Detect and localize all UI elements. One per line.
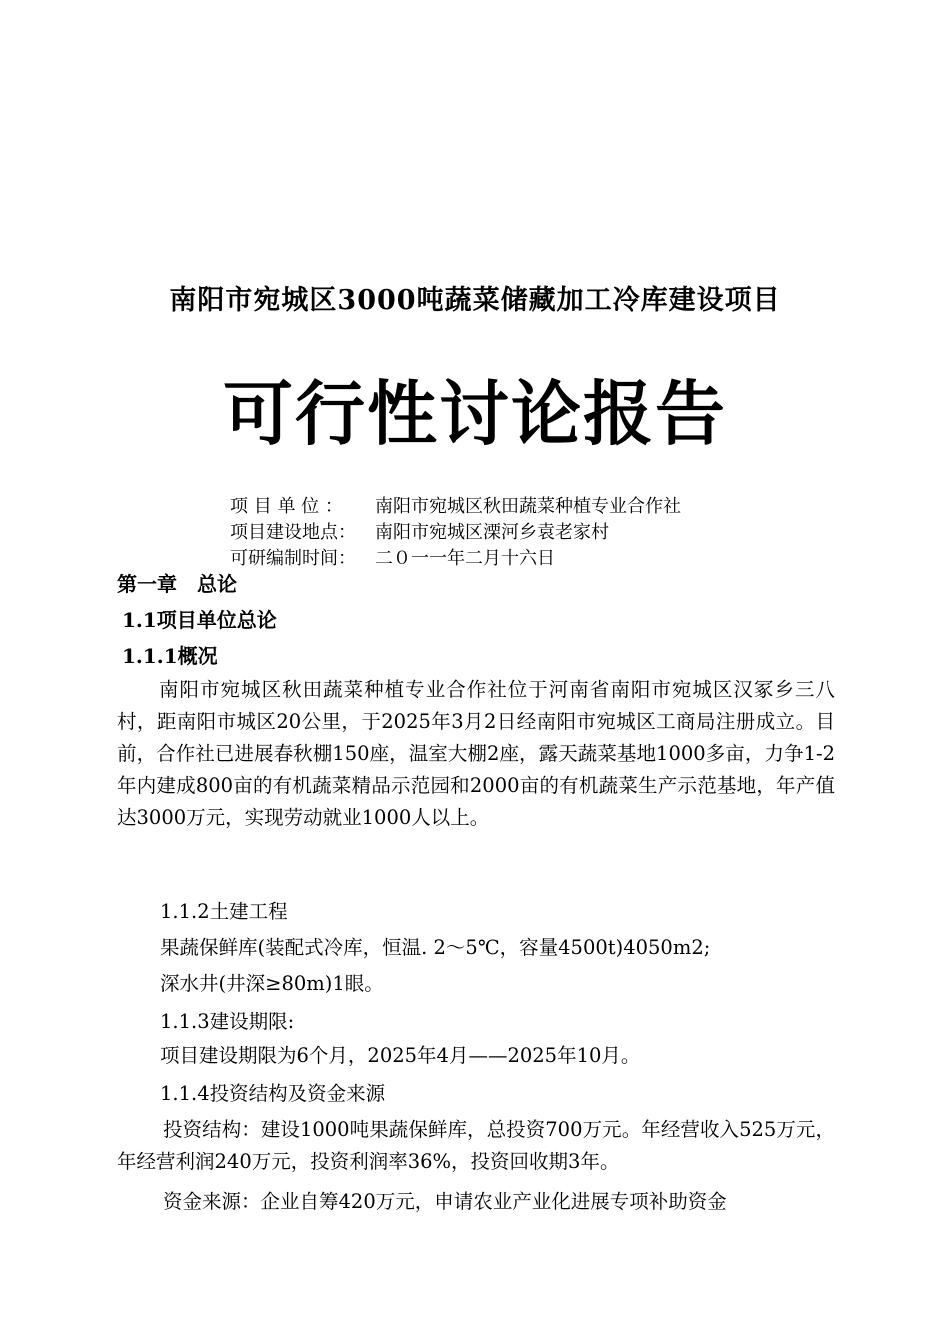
report-title: 可行性讨论报告: [223, 373, 727, 455]
chapter-heading: 第一章 总论: [117, 572, 237, 596]
meta-value: 二０一一年二月十六日: [375, 548, 555, 569]
meta-label: 项 目 单 位 ：: [230, 496, 343, 517]
meta-value: 南阳市宛城区秋田蔬菜种植专业合作社: [375, 496, 681, 517]
period-text: 项目建设期限为6个月，2025年4月——2025年10月。: [160, 1044, 641, 1067]
meta-label: 项目建设地点：: [230, 522, 356, 543]
investment-structure-paragraph: 投资结构：建设1000吨果蔬保鲜库，总投资700万元。年经营收入525万元，年经营利润240万元，投资利润率36%，投资回收期3年。: [117, 1118, 835, 1173]
subsection-heading: 1.1.1概况: [122, 644, 218, 668]
project-meta: [230, 494, 681, 572]
project-subtitle: 南阳市宛城区3000吨蔬菜储藏加工冷库建设项目: [169, 285, 781, 316]
overview-paragraph: 南阳市宛城区秋田蔬菜种植专业合作社位于河南省南阳市宛城区汉冢乡三八村，距南阳市城区20公里，于2025年3月2日经南阳市宛城区工商局注册成立。目前，合作社已进展春秋棚150座，温室大棚2座，露天蔬菜基地1000多亩，力争1-2年内建成800亩的有机蔬菜精品示范园和2000亩的有机蔬菜生产示范基地，年产值达3000万元，实现劳动就业1000人以上。: [117, 678, 835, 829]
investment-heading: 1.1.4投资结构及资金来源: [160, 1082, 386, 1105]
civil-line: 果蔬保鲜库(装配式冷库，恒温. 2～5℃，容量4500t)4050m2;: [160, 936, 711, 959]
meta-row-unit: [230, 494, 681, 520]
meta-label: 可研编制时间：: [230, 548, 356, 569]
section-heading: 1.1项目单位总论: [122, 608, 277, 632]
period-heading: 1.1.3建设期限:: [160, 1010, 295, 1033]
meta-row-location: [230, 520, 681, 546]
meta-row-date: [230, 546, 681, 572]
civil-line: 深水井(井深≥80m)1眼。: [160, 972, 384, 995]
meta-value: 南阳市宛城区溧河乡袁老家村: [375, 522, 609, 543]
civil-heading: 1.1.2土建工程: [160, 900, 288, 923]
funding-paragraph: 资金来源：企业自筹420万元，申请农业产业化进展专项补助资金: [163, 1190, 727, 1213]
